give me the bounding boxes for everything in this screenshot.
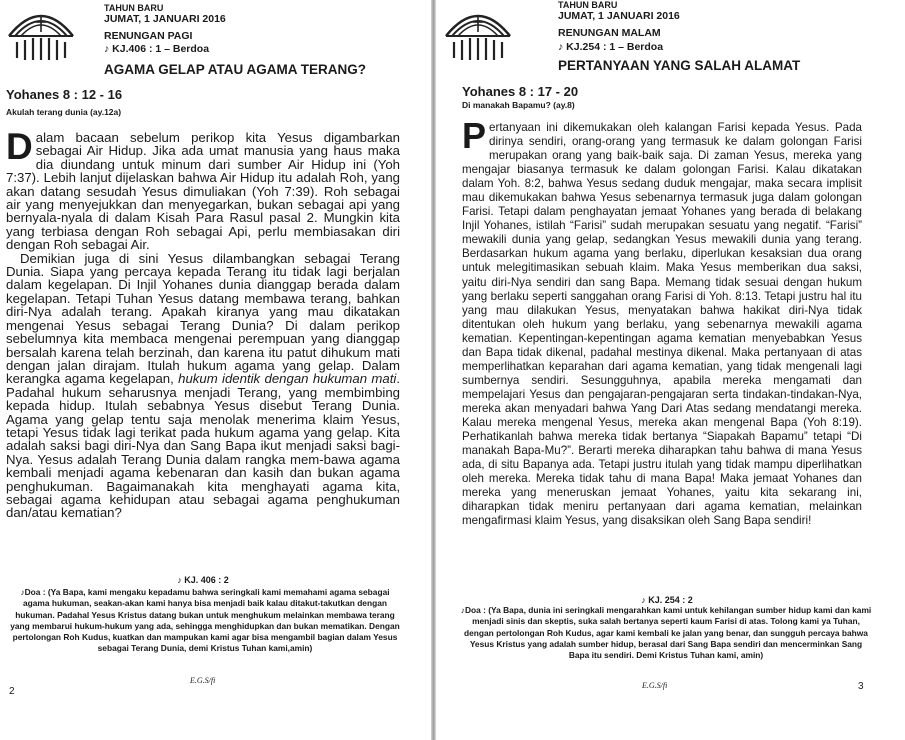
prayer-text: Doa : (Ya Bapa, dunia ini seringkali mengarahkan kami untuk kehilangan sumber hidup kami dan kami menjadi sinis dan skeptis, suka salah bertanya seperti kaum Farisi di atas. Tolong kami ya Tuhan, dengan pertolongan Roh Kudus, agar kami kembali ke jalan yang benar, dan sungguh percaya bahwa Yesus Kristus yang adalah sumber hidup, berasal dari Sang Bapa sendiri dan mencerminkan Sang Bapa itu sendiri. Demi Kristus Tuhan kami, amin): [464, 605, 872, 661]
header-hymn: [558, 42, 663, 53]
page-number: 2: [9, 686, 15, 697]
church-logo-icon: [442, 2, 514, 62]
paragraph-2-text-b: . Padahal hukum seharusnya menjadi Terang, yang membimbing kepada hidup. Itulah sebabnya Yesus disebut Terang Dunia. Agama yang gelap tentu saja menolak menerima klaim Yesus, tetapi Yesus tidak lagi terikat pada hukum agama yang gelap. Kita adalah saksi bagi diri-Nya dan Sang Bapa ikut menjadi saksi bagi-Nya. Yesus adalah Terang Dunia dalam rangka mem-bawa agama kembali menjadi agama kebenaran dan kasih dan bukan agama penghukuman. Bagaimanakah kita menghayati agama kita, sebagai agama kehidupan atau sebagai agama penghukuman dan/atau kematian?: [6, 371, 400, 521]
scripture-reference: Yohanes 8 : 12 - 16: [6, 87, 123, 102]
scripture-reference: Yohanes 8 : 17 - 20: [462, 84, 579, 99]
header-date: JUMAT, 1 JANUARI 2016: [558, 10, 680, 22]
paragraph-1-text: alam bacaan sebelum perikop kita Yesus digambarkan sebagai Air Hidup. Jika ada umat manusia yang haus maka dia diundang untuk minum dari sumber Air Hidup ini (Yoh 7:37). Lebih lanjut dijelaskan bahwa Air Hidup itu adalah Roh, yang akan datang sesudah Yesus dimuliakan (Yoh 7:39). Roh sebagai air yang menyejukkan dan menyegarkan, bukan sebagai api yang bernyala-nyala di dalam Kisah Para Rasul pasal 2. Mungkin kita yang terbiasa dengan Roh sebagai Api, perlu membiasakan diri dengan Roh sebagai Air.: [6, 130, 400, 253]
drop-cap: D: [6, 126, 33, 167]
page-title: PERTANYAAN YANG SALAH ALAMAT: [558, 58, 801, 73]
paragraph-1: [6, 126, 400, 253]
header-hymn: [104, 44, 209, 55]
prayer: [8, 587, 402, 655]
paragraph-1-text: ertanyaan ini dikemukakan oleh kalangan Farisi kepada Yesus. Pada dirinya sendiri, orang-orang yang termasuk ke dalam golongan Farisi merupakan orang yang baik-baik saja. Di zaman Yesus, mereka yang mengajar biasanya termasuk ke dalam golongan Farisi. Kalau dikatakan dalam Yoh. 8:2, bahwa Yesus sedang duduk mengajar, maka secara implisit mau dikemukakan bahwa Yesus sebenarnya termasuk juga dalam golongan Farisi. Tetapi dalam penghayatan jemaat Yohanes yang berada di belakang Injil Yohanes, istilah “Farisi” sudah merupakan sesuatu yang negatif. “Farisi” mewakili dunia yang gelap, sedangkan Yesus mewakili dunia yang terang. Berdasarkan hukum agama yang berlaku, diperlukan kesaksian dua orang untuk melegitimasikan sebuah klaim. Maka Yesus memberikan dua saksi, yaitu diri-Nya sendiri dan sang Bapa. Memang tidak sesuai dengan hukum yang berlaku seperti sanggahan orang Farisi di Yoh. 8:13. Tetapi justru hal itu yang mau dilakukan Yesus, menyatakan bahwa hakikat diri-Nya tidak ditentukan oleh hukum yang berlaku, yang sebenarnya mewakili agama kematian. Kepentingan-kepentingan agama kematian menyebabkan Yesus dan Bapa tidak dikenal, padahal mestinya dikenal. Maka pertanyaan di atas memperlihatkan keparahan dari agama kematian, yang tidak mengenali lagi sumbernya sendiri. Sesungguhnya, apabila mereka mengamati dan mempelajari Yesus dan pengajaran-pengajaran serta tindakan-tindakan-Nya, mereka akan menyadari bahwa Yang Dari Atas sedang mendatangi mereka. Kalau mereka mengenal Yesus, mereka akan mengenal Bapa (Yoh 8:19). Perhatikanlah bahwa mereka tidak bertanya “Siapakah Bapamu” tetapi “Di manakah Bapa-Mu?”. Berarti mereka diharapkan tahu bahwa di mana Yesus ada, di situ Bapanya ada. Tetapi justru itulah yang tidak mampu diperlihatkan oleh mereka. Mereka tidak tahu di mana Bapa! Maka jemaat Yohanes dan mereka yang meneruskan jemaat Yohanes, yaitu kita sekarang ini, diharapkan tidak meniru pertanyaan dari agama kematian, melainkan mengafirmasi klaim Yesus, yang disaksikan oleh Sang Bapa sendiri!: [462, 121, 862, 528]
music-note-icon: ♪: [558, 41, 564, 53]
header-hymn-text: KJ.254 : 1 – Berdoa: [566, 41, 664, 53]
page-number: 3: [858, 681, 864, 692]
paragraph-2: [6, 252, 400, 520]
key-verse: Akulah terang dunia (ay.12a): [6, 107, 122, 117]
prayer-mark-icon: ♪: [20, 587, 25, 597]
header-occasion: TAHUN BARU: [558, 0, 618, 10]
paragraph-1: [462, 115, 862, 528]
prayer: [460, 605, 872, 661]
author-initials: E.G.S/fi: [190, 676, 216, 685]
devotion-body: [6, 126, 400, 521]
author-initials: E.G.S/fi: [642, 681, 668, 690]
header-service: RENUNGAN MALAM: [558, 27, 661, 39]
header-hymn-text: KJ.406 : 1 – Berdoa: [112, 43, 210, 55]
devotion-body: [462, 115, 862, 528]
left-page: [0, 0, 432, 740]
right-page: [436, 0, 905, 740]
header-service: RENUNGAN PAGI: [104, 30, 193, 42]
church-logo-icon: [5, 2, 77, 62]
prayer-mark-icon: ♪: [460, 605, 465, 615]
music-note-icon: ♪: [104, 43, 110, 55]
header-occasion: TAHUN BARU: [104, 3, 164, 13]
page-title: AGAMA GELAP ATAU AGAMA TERANG?: [104, 62, 366, 77]
paragraph-2-text-a: Demikian juga di sini Yesus dilambangkan sebagai Terang Dunia. Siapa yang percaya kepada Terang itu tidak lagi berjalan dalam kegelapan. Di Injil Yohanes dunia dianggap berada dalam kegelapan. Tetapi Tuhan Yesus datang membawa terang, bahkan diri-Nya adalah terang. Apakah kiranya yang mau dikatakan mengenai Yesus sebagai Terang Dunia? Di dalam perikop sebelumnya kita membaca mengenai perempuan yang dianggap bersalah karena telah berzinah, dan karena itu patut dihukum mati dengan jalan dirajam. Itulah hukum agama yang gelap. Dalam kerangka agama kegelapan,: [6, 250, 400, 387]
paragraph-2-emphasis: hukum identik dengan hukuman mati: [178, 371, 397, 387]
music-note-icon: ♪: [177, 575, 182, 585]
header-date: JUMAT, 1 JANUARI 2016: [104, 13, 226, 25]
prayer-text: Doa : (Ya Bapa, kami mengaku kepadamu bahwa seringkali kami memahami agama sebagai agama hukuman, seakan-akan kami hanya bisa menjadi baik kalau ditakut-takutkan dengan hukuman. Padahal Yesus Kristus datang bukan untuk menghukum melainkan membawa terang yang membarui hukum-hukum yang ada, sehingga menghidupkan dan bukan mematikan. Dengan pertolongan Roh Kudus, kuatkan dan mampukan kami agar bisa mengambil bagian dalam Yesus sebagai Terang Dunia, demi Kristus Tuhan kami,amin): [10, 587, 400, 654]
music-note-icon: ♪: [641, 595, 646, 605]
key-verse: Di manakah Bapamu? (ay.8): [462, 100, 575, 110]
closing-hymn: [462, 595, 872, 605]
closing-hymn-text: KJ. 254 : 2: [648, 595, 693, 605]
drop-cap: P: [462, 115, 487, 156]
closing-hymn: [6, 575, 400, 585]
closing-hymn-text: KJ. 406 : 2: [184, 575, 229, 585]
